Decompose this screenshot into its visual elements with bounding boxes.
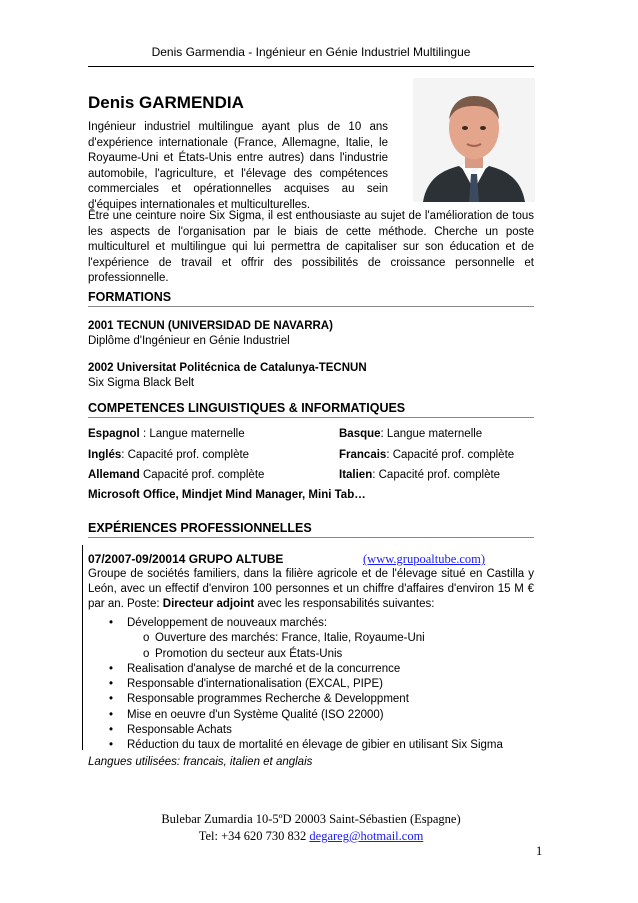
sub-bullet-icon: o xyxy=(143,632,150,645)
profile-intro: Ingénieur industriel multilingue ayant plus de 10 ans d'expérience internationale (France, Allemagne, Italie, le Royaume-Uni et États-Unis entre autres) dans l'industrie automobile, l'agriculture, et l'élevage des compétences commerciales et opérationnelles acquises au sein d'équipes internationales et multiculturelles. xyxy=(88,121,388,211)
language-entry: Allemand Capacité prof. complète xyxy=(88,469,265,481)
header-divider xyxy=(88,66,534,67)
list-item: • Responsable programmes Recherche & Developpment xyxy=(88,692,534,707)
bullet-icon: • xyxy=(109,693,114,706)
formation-2-title: 2002 Universitat Politécnica de Catalunya-TECNUN xyxy=(88,362,367,374)
profile-photo xyxy=(413,78,535,202)
responsibilities-list xyxy=(88,616,534,754)
list-item: • Développement de nouveaux marchés: xyxy=(88,616,534,631)
bullet-icon: • xyxy=(109,739,114,752)
section-formations-title: FORMATIONS xyxy=(88,290,534,307)
experience-role: Directeur adjoint xyxy=(162,598,255,610)
language-entry: Espagnol : Langue maternelle xyxy=(88,428,245,440)
section-competences-title: COMPETENCES LINGUISTIQUES & INFORMATIQUES xyxy=(88,401,534,418)
section-experience-title: EXPÉRIENCES PROFESSIONNELLES xyxy=(88,521,534,538)
experience-period-company: 07/2007-09/20014 GRUPO ALTUBE xyxy=(88,552,284,566)
list-item: • Responsable d'internationalisation (EXCAL, PIPE) xyxy=(88,677,534,692)
list-item: o Promotion du secteur aux États-Unis xyxy=(88,647,534,662)
formation-2-subtitle: Six Sigma Black Belt xyxy=(88,377,195,389)
page-number: 1 xyxy=(536,844,543,858)
running-header: Denis Garmendia - Ingénieur en Génie Industriel Multilingue xyxy=(151,45,471,59)
footer-email-link[interactable]: degareg@hotmail.com xyxy=(309,829,424,843)
language-entry: Basque: Langue maternelle xyxy=(339,428,483,440)
bullet-icon: • xyxy=(109,708,114,721)
bullet-icon: • xyxy=(109,617,114,629)
list-item: o Ouverture des marchés: France, Italie, Royaume-Uni xyxy=(88,631,534,646)
language-entry: Inglés: Capacité prof. complète xyxy=(88,449,250,461)
list-item: • Responsable Achats xyxy=(88,723,534,738)
bullet-icon: • xyxy=(109,662,114,675)
bullet-icon: • xyxy=(109,724,114,737)
experience-header xyxy=(88,552,534,566)
language-entry: Francais: Capacité prof. complète xyxy=(339,449,515,461)
language-entry: Italien: Capacité prof. complète xyxy=(339,469,501,481)
formation-1-title: 2001 TECNUN (UNIVERSIDAD DE NAVARRA) xyxy=(88,320,333,332)
list-item: • Réduction du taux de mortalité en élevage de gibier en utilisant Six Sigma xyxy=(88,738,534,753)
profile-summary: Être une ceinture noire Six Sigma, il est enthousiaste au sujet de l'amélioration de tous les aspects de l'organisation par le biais de cette méthode. Cherche un poste multiculturel et multilingue qui lui permettra de capitaliser sur son éducation et de l'expérience de travail et offrir des possibilités de croissance personnelle et professionnelle. xyxy=(88,210,534,284)
software-skills: Microsoft Office, Mindjet Mind Manager, Mini Tab… xyxy=(88,489,366,501)
person-photo-icon xyxy=(413,78,535,202)
footer-contact xyxy=(88,829,534,844)
list-item: • Mise en oeuvre d'un Système Qualité (ISO 22000) xyxy=(88,708,534,723)
sub-bullet-icon: o xyxy=(143,647,150,660)
languages-used: Langues utilisées: francais, italien et anglais xyxy=(88,756,313,768)
list-item: • Realisation d'analyse de marché et de la concurrence xyxy=(88,662,534,677)
bullet-icon: • xyxy=(109,678,114,691)
footer-phone: Tel: +34 620 730 832 xyxy=(198,829,310,843)
company-website-link[interactable]: (www.grupoaltube.com) xyxy=(363,552,486,566)
footer-address: Bulebar Zumardia 10-5ºD 20003 Saint-Sébastien (Espagne) xyxy=(161,812,461,826)
experience-description: Groupe de sociétés familiers, dans la filière agricole et de l'élevage situé en Castilla y León, avec un effectif d'environ 100 personnes et un chiffre d'affaires d'environ 15 M € par an. Poste: Directeur adjoint avec les responsabilités suivantes: xyxy=(88,568,534,610)
formation-1-subtitle: Diplôme d'Ingénieur en Génie Industriel xyxy=(88,335,290,347)
candidate-name: Denis GARMENDIA xyxy=(88,93,244,112)
